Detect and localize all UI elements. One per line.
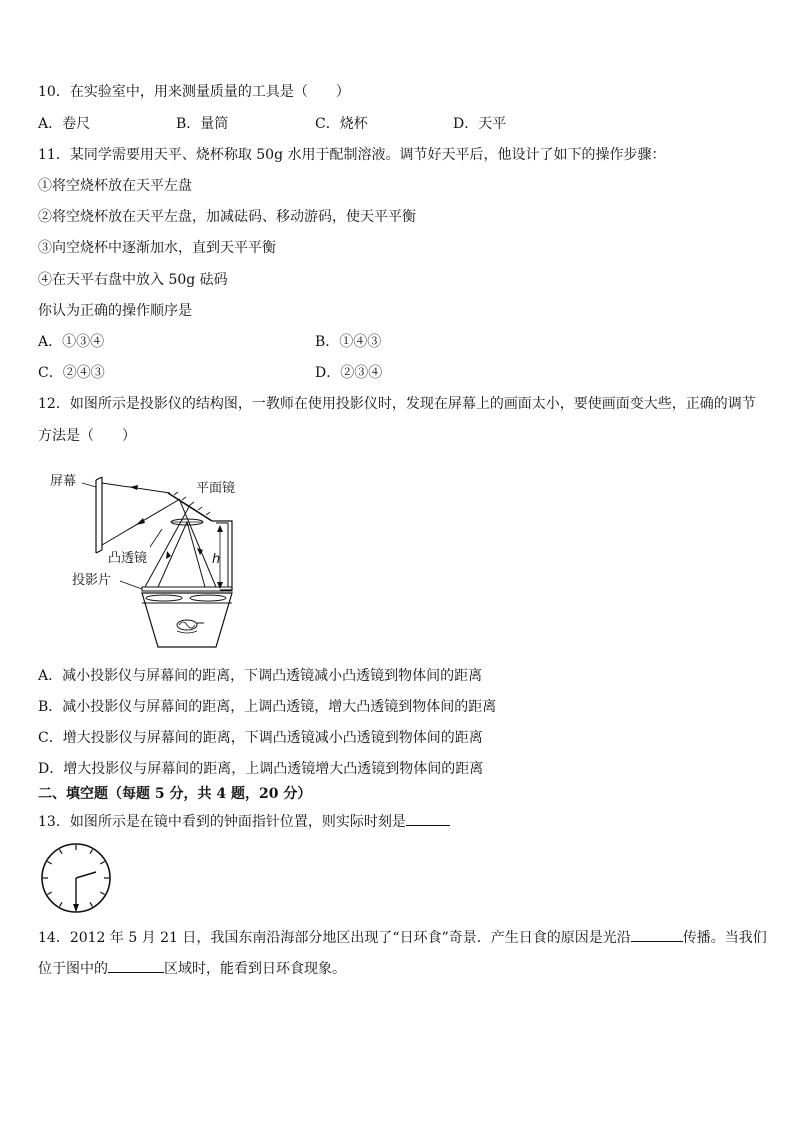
q11-step-2: ②将空烧杯放在天平左盘，加减砝码、移动游码，使天平平衡 xyxy=(38,209,416,225)
q11-step-1: ①将空烧杯放在天平左盘 xyxy=(38,178,192,194)
q12-stem-line-1: 12．如图所示是投影仪的结构图，一教师在使用投影仪时，发现在屏幕上的画面太小，要使画面变大些，正确的调节 xyxy=(38,396,756,412)
q12-option-d: D．增大投影仪与屏幕间的距离，上调凸透镜增大凸透镜到物体间的距离 xyxy=(38,761,484,777)
q10-stem: 10．在实验室中，用来测量质量的工具是（ ） xyxy=(38,84,350,100)
q13-stem: 13．如图所示是在镜中看到的钟面指针位置，则实际时刻是 xyxy=(38,814,406,830)
q10-option-a: A．卷尺 xyxy=(38,116,91,132)
q14-answer-blank-1 xyxy=(631,927,683,942)
label-h: h xyxy=(212,552,221,567)
q11-stem: 11．某同学需要用天平、烧杯称取 50g 水用于配制溶液。调节好天平后，他设计了如下的操作步骤： xyxy=(38,147,666,163)
q11-question: 你认为正确的操作顺序是 xyxy=(38,303,192,319)
q14-answer-blank-2 xyxy=(108,958,164,973)
q13-answer-blank xyxy=(406,811,450,826)
q11-option-a: A．①③④ xyxy=(38,334,105,350)
q14-text-part-4: 区域时，能看到日环食现象。 xyxy=(164,961,346,977)
q11-option-d: D．②③④ xyxy=(315,365,383,381)
label-mirror: 平面镜 xyxy=(196,481,236,496)
q12-option-b: B．减小投影仪与屏幕间的距离，上调凸透镜，增大凸透镜到物体间的距离 xyxy=(38,699,497,715)
projection-slide xyxy=(142,587,232,591)
q12-stem-line-2: 方法是（ ） xyxy=(38,428,136,444)
projector-diagram xyxy=(40,465,260,660)
q14-text-part-1: 14．2012 年 5 月 21 日，我国东南沿海部分地区出现了“日环食”奇景．产生日食的原因是光沿 xyxy=(38,930,631,946)
q11-step-3: ③向空烧杯中逐渐加水，直到天平平衡 xyxy=(38,240,276,256)
q13-stem-row xyxy=(38,811,450,831)
q12-option-c: C．增大投影仪与屏幕间的距离，下调凸透镜减小凸透镜到物体间的距离 xyxy=(38,730,483,746)
q14-text-part-3: 位于图中的 xyxy=(38,961,108,977)
q11-option-c: C．②④③ xyxy=(38,365,105,381)
plane-mirror xyxy=(168,493,212,521)
q14-line-2 xyxy=(38,958,346,978)
mirror-clock-figure xyxy=(38,840,114,916)
q11-option-b: B．①④③ xyxy=(315,334,382,350)
q11-step-4: ④在天平右盘中放入 50g 砝码 xyxy=(38,272,228,288)
q10-option-d: D．天平 xyxy=(453,116,507,132)
section-heading-fill-in: 二、填空题（每题 5 分，共 4 题，20 分） xyxy=(38,786,312,802)
label-screen: 屏幕 xyxy=(50,474,77,489)
label-lens: 凸透镜 xyxy=(108,551,148,566)
q14-text-part-2: 传播。当我们 xyxy=(682,930,767,946)
q12-option-a: A．减小投影仪与屏幕间的距离，下调凸透镜减小凸透镜到物体间的距离 xyxy=(38,668,483,684)
q14-line-1 xyxy=(38,927,767,947)
label-slide: 投影片 xyxy=(72,573,112,588)
q10-option-b: B．量筒 xyxy=(176,116,229,132)
q10-option-c: C．烧杯 xyxy=(315,116,368,132)
